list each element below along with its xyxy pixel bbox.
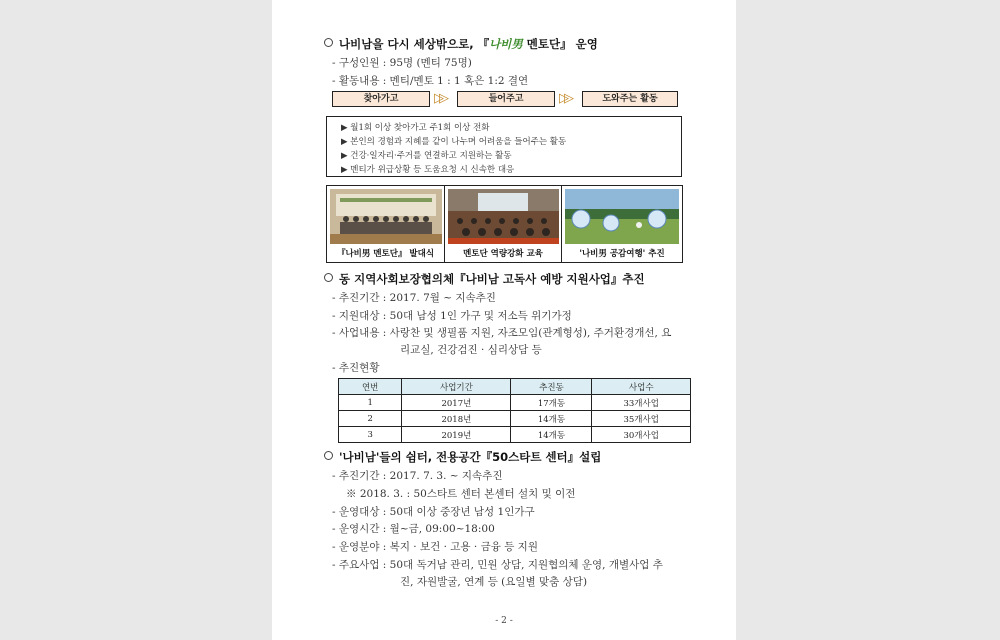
- content-line-cont: 리교실, 건강검진 · 심리상담 등: [400, 344, 542, 356]
- table-cell: 17개동: [511, 395, 592, 411]
- photo-cell-launch: [327, 186, 445, 262]
- activity-line: - 활동내용 : 멘티/멘토 1 : 1 혹은 1:2 결연: [332, 75, 529, 87]
- status-table: [338, 378, 691, 443]
- table-cell: 14개동: [511, 411, 592, 427]
- photo-caption: '나비男 공감여행' 추진: [579, 249, 665, 259]
- period-line: - 추진기간 : 2017. 7월 ~ 지속추진: [332, 292, 496, 304]
- table-header: 연번: [339, 379, 402, 395]
- brand-logo-text: 나비男: [489, 37, 523, 51]
- document-page: [272, 0, 736, 640]
- table-cell: 2019년: [402, 427, 511, 443]
- table-cell: 1: [339, 395, 402, 411]
- table-cell: 30개사업: [592, 427, 691, 443]
- circle-bullet-icon: [324, 273, 333, 282]
- double-arrow-icon: ▷▷: [559, 91, 569, 106]
- section2-heading: 동 지역사회보장협의체『나비남 고독사 예방 지원사업』추진: [324, 271, 645, 287]
- section1-heading: 나비남을 다시 세상밖으로, 『나비男 멘토단』 운영: [324, 36, 598, 52]
- activity-list-box: [326, 116, 682, 177]
- target-line: - 운영대상 : 50대 이상 중장년 남성 1인가구: [332, 506, 535, 518]
- circle-bullet-icon: [324, 451, 333, 460]
- main-business-line: - 주요사업 : 50대 독거남 관리, 민원 상담, 지원협의체 운영, 개별사업 추: [332, 559, 663, 571]
- content-line: - 사업내용 : 사랑찬 및 생필품 지원, 자조모임(관계형성), 주거환경개선, 요: [332, 327, 672, 339]
- table-cell: 2: [339, 411, 402, 427]
- hours-line: - 운영시간 : 월~금, 09:00~18:00: [332, 523, 495, 535]
- table-cell: 3: [339, 427, 402, 443]
- training-session-photo: [448, 189, 558, 244]
- photo-strip: [326, 185, 683, 263]
- photo-caption: 『나비男 멘토단』 발대식: [336, 249, 435, 259]
- table-cell: 2017년: [402, 395, 511, 411]
- photo-cell-trip: [562, 186, 682, 262]
- double-arrow-icon: ▷▷: [434, 91, 444, 106]
- activity-item: ▶ 월1회 이상 찾아가고 주1회 이상 전화: [341, 123, 490, 133]
- page-number: - 2 -: [495, 616, 513, 626]
- table-row: [339, 427, 691, 443]
- activity-item: ▶ 본인의 경험과 지혜를 같이 나누며 어려움을 들어주는 활동: [341, 137, 567, 147]
- activity-item: ▶ 건강·일자리·주거를 연결하고 지원하는 활동: [341, 151, 512, 161]
- table-row: [339, 395, 691, 411]
- table-cell: 35개사업: [592, 411, 691, 427]
- table-header: 추진동: [511, 379, 592, 395]
- activity-item: ▶ 멘티가 위급상황 등 도움요청 시 신속한 대응: [341, 165, 515, 175]
- target-line: - 지원대상 : 50대 남성 1인 가구 및 저소득 위기가정: [332, 310, 572, 322]
- note-line: ※ 2018. 3. : 50스타트 센터 본센터 설치 및 이전: [346, 488, 576, 500]
- table-row: [339, 411, 691, 427]
- members-line: - 구성인원 : 95명 (멘티 75명): [332, 57, 472, 69]
- table-header: 사업기간: [402, 379, 511, 395]
- flow-step-help: 도와주는 활동: [582, 91, 678, 107]
- period-line: - 추진기간 : 2017. 7. 3. ~ 지속추진: [332, 470, 503, 482]
- table-cell: 2018년: [402, 411, 511, 427]
- table-header-row: [339, 379, 691, 395]
- table-header: 사업수: [592, 379, 691, 395]
- table-cell: 33개사업: [592, 395, 691, 411]
- fields-line: - 운영분야 : 복지 · 보건 · 고용 · 금융 등 지원: [332, 541, 538, 553]
- flow-step-visit: 찾아가고: [332, 91, 430, 107]
- photo-cell-training: [445, 186, 562, 262]
- main-business-line-cont: 진, 자원발굴, 연계 등 (요일별 맞춤 상담): [400, 576, 588, 588]
- table-cell: 14개동: [511, 427, 592, 443]
- flow-step-listen: 들어주고: [457, 91, 555, 107]
- status-label: - 추진현황: [332, 362, 380, 374]
- photo-caption: 멘토단 역량강화 교육: [463, 249, 543, 259]
- section3-heading: '나비남'들의 쉼터, 전용공간『50스타트 센터』설립: [324, 449, 601, 465]
- circle-bullet-icon: [324, 38, 333, 47]
- launch-ceremony-photo: [330, 189, 441, 244]
- empathy-trip-photo: [565, 189, 679, 244]
